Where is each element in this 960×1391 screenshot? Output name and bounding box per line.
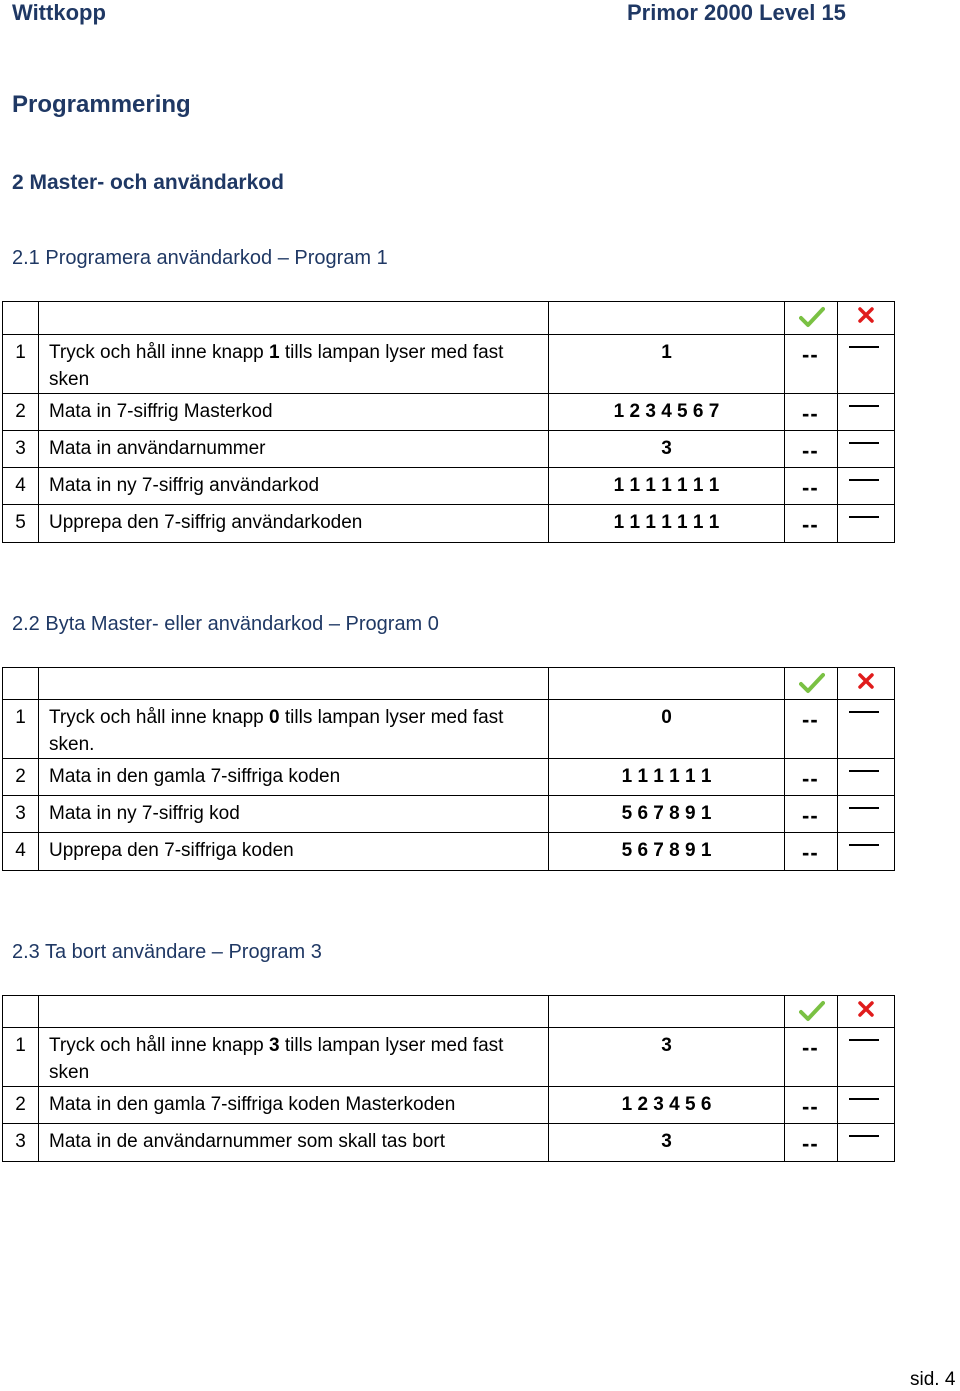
table-row — [3, 468, 895, 505]
section-prefix: 2.2 Byta Master- eller användarkod — [12, 613, 324, 635]
section-dash: – — [328, 613, 340, 635]
ok-dashes: -- — [802, 475, 819, 500]
step-number: 3 — [3, 1124, 39, 1162]
step-number: 4 — [3, 833, 39, 871]
table-row — [3, 700, 895, 759]
ok-dashes: -- — [802, 342, 819, 367]
step-description: Tryck och håll inne knapp 0 tills lampan lyser med fast sken. — [39, 700, 549, 759]
fail-line — [849, 807, 879, 809]
page-title: Programmering — [12, 91, 191, 118]
fail-line — [849, 1135, 879, 1137]
section-heading-2-2 — [12, 613, 439, 636]
step-code: 3 — [549, 1124, 785, 1162]
key-label: 3 — [269, 1035, 280, 1056]
section-program: Program 0 — [345, 613, 439, 635]
step-number: 1 — [3, 335, 39, 394]
fail-line — [849, 1098, 879, 1100]
step-number: 2 — [3, 1087, 39, 1124]
table-row — [3, 505, 895, 543]
fail-line — [849, 405, 879, 407]
section-program: Program 1 — [294, 247, 388, 269]
step-description: Mata in de användarnummer som skall tas bort — [39, 1124, 549, 1162]
step-description: Mata in ny 7-siffrig kod — [39, 796, 549, 833]
step-number: 1 — [3, 1028, 39, 1087]
header-company: Wittkopp — [12, 0, 106, 25]
ok-dashes: -- — [802, 1094, 819, 1119]
fail-line — [849, 442, 879, 444]
steps-table-2-1 — [2, 301, 895, 543]
step-code: 3 — [549, 1028, 785, 1087]
ok-dashes: -- — [802, 401, 819, 426]
fail-line — [849, 1039, 879, 1041]
step-number: 2 — [3, 394, 39, 431]
key-label: 0 — [269, 707, 280, 728]
ok-dashes: -- — [802, 1131, 819, 1156]
section-dash: – — [277, 247, 289, 269]
ok-dashes: -- — [802, 438, 819, 463]
table-row — [3, 759, 895, 796]
table-row — [3, 1028, 895, 1087]
step-number: 3 — [3, 431, 39, 468]
ok-dashes: -- — [802, 707, 819, 732]
table-row — [3, 796, 895, 833]
chapter-heading: 2 Master- och användarkod — [12, 171, 284, 194]
step-code: 3 — [549, 431, 785, 468]
table-header-row — [3, 302, 895, 335]
fail-line — [849, 346, 879, 348]
step-description: Tryck och håll inne knapp 1 tills lampan lyser med fast sken — [39, 335, 549, 394]
section-heading-2-1 — [12, 247, 388, 270]
header-product: Primor 2000 Level 15 — [627, 0, 846, 25]
check-icon — [799, 1000, 825, 1022]
fail-line — [849, 844, 879, 846]
step-number: 3 — [3, 796, 39, 833]
step-code: 5 6 7 8 9 1 — [549, 796, 785, 833]
step-number: 5 — [3, 505, 39, 543]
step-code: 1 2 3 4 5 6 7 — [549, 394, 785, 431]
section-dash: – — [211, 941, 223, 963]
step-number: 1 — [3, 700, 39, 759]
step-code: 0 — [549, 700, 785, 759]
step-description: Tryck och håll inne knapp 3 tills lampan lyser med fast sken — [39, 1028, 549, 1087]
table-header-row — [3, 996, 895, 1028]
table-row — [3, 1087, 895, 1124]
cross-icon — [857, 1000, 875, 1018]
steps-table-2-3 — [2, 995, 895, 1162]
table-row — [3, 394, 895, 431]
steps-table-2-2 — [2, 667, 895, 871]
table-row — [3, 335, 895, 394]
step-code: 1 1 1 1 1 1 1 — [549, 468, 785, 505]
fail-line — [849, 711, 879, 713]
ok-dashes: -- — [802, 803, 819, 828]
step-description: Mata in den gamla 7-siffriga koden — [39, 759, 549, 796]
step-description: Mata in den gamla 7-siffriga koden Masterkoden — [39, 1087, 549, 1124]
step-description: Upprepa den 7-siffriga koden — [39, 833, 549, 871]
fail-line — [849, 516, 879, 518]
table-row — [3, 1124, 895, 1162]
step-number: 2 — [3, 759, 39, 796]
table-row — [3, 431, 895, 468]
ok-dashes: -- — [802, 1035, 819, 1060]
step-code: 5 6 7 8 9 1 — [549, 833, 785, 871]
fail-line — [849, 770, 879, 772]
cross-icon — [857, 672, 875, 690]
section-program: Program 3 — [228, 941, 322, 963]
section-prefix: 2.3 Ta bort användare — [12, 941, 207, 963]
step-code: 1 1 1 1 1 1 — [549, 759, 785, 796]
page-number: sid. 4 — [910, 1369, 956, 1390]
ok-dashes: -- — [802, 840, 819, 865]
check-icon — [799, 672, 825, 694]
table-row — [3, 833, 895, 871]
table-header-row — [3, 668, 895, 700]
step-code: 1 2 3 4 5 6 — [549, 1087, 785, 1124]
check-icon — [799, 306, 825, 328]
step-description: Mata in användarnummer — [39, 431, 549, 468]
ok-dashes: -- — [802, 512, 819, 537]
step-description: Mata in 7-siffrig Masterkod — [39, 394, 549, 431]
fail-line — [849, 479, 879, 481]
step-code: 1 1 1 1 1 1 1 — [549, 505, 785, 543]
section-heading-2-3 — [12, 941, 322, 964]
step-code: 1 — [549, 335, 785, 394]
ok-dashes: -- — [802, 766, 819, 791]
step-description: Mata in ny 7-siffrig användarkod — [39, 468, 549, 505]
section-prefix: 2.1 Programera användarkod — [12, 247, 273, 269]
cross-icon — [857, 306, 875, 324]
key-label: 1 — [269, 342, 280, 363]
step-number: 4 — [3, 468, 39, 505]
step-description: Upprepa den 7-siffrig användarkoden — [39, 505, 549, 543]
